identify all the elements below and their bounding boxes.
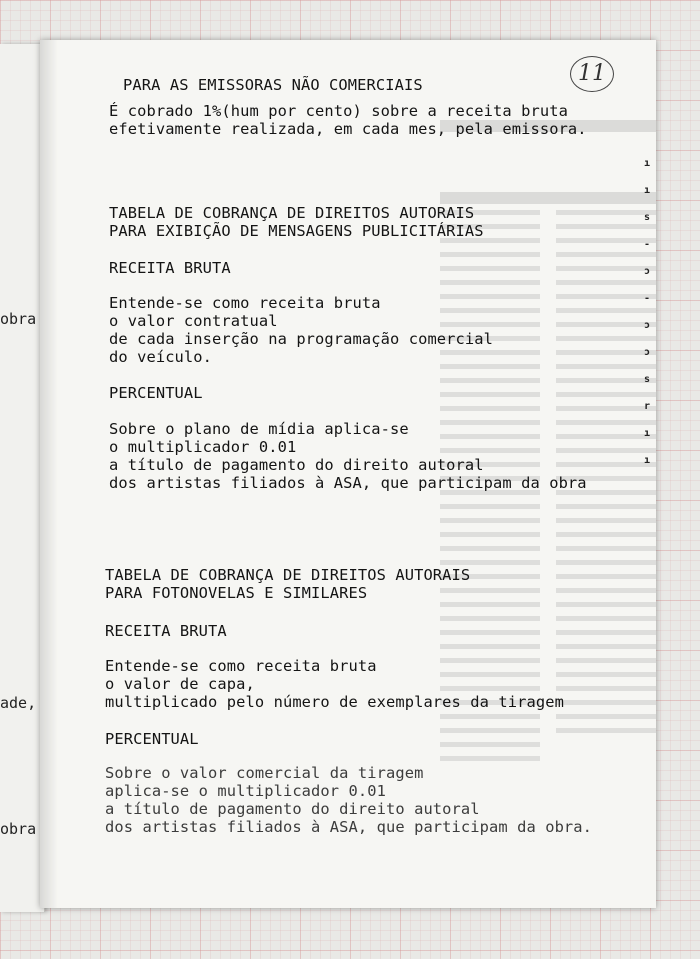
edge-mark: ı bbox=[644, 455, 651, 466]
body-line: efetivamente realizada, em cada mes, pela emissora. bbox=[109, 120, 587, 138]
edge-mark: ɔ bbox=[644, 266, 651, 277]
body-line: de cada inserção na programação comercial bbox=[109, 330, 494, 348]
document-page bbox=[40, 40, 656, 908]
edge-mark: s bbox=[644, 212, 651, 223]
body-line: dos artistas filiados à ASA, que participam da obra bbox=[109, 474, 587, 492]
body-line: Sobre o valor comercial da tiragem bbox=[105, 764, 424, 782]
section-heading-nao-comerciais: PARA AS EMISSORAS NÃO COMERCIAIS bbox=[123, 76, 423, 94]
body-line: Sobre o plano de mídia aplica-se bbox=[109, 420, 409, 438]
body-line: o valor de capa, bbox=[105, 675, 255, 693]
body-line: a título de pagamento do direito autoral bbox=[105, 800, 480, 818]
edge-mark: ı bbox=[644, 185, 651, 196]
right-edge-marks bbox=[644, 150, 658, 580]
edge-mark: - bbox=[644, 239, 651, 250]
edge-mark: ı bbox=[644, 428, 651, 439]
back-page-fragment: ade, bbox=[0, 694, 37, 712]
table-title-line: TABELA DE COBRANÇA DE DIREITOS AUTORAIS bbox=[109, 204, 475, 222]
table-title-line: TABELA DE COBRANÇA DE DIREITOS AUTORAIS bbox=[105, 566, 471, 584]
body-line: Entende-se como receita bruta bbox=[109, 294, 381, 312]
receita-bruta-heading: RECEITA BRUTA bbox=[105, 622, 227, 640]
body-line: dos artistas filiados à ASA, que participam da obra. bbox=[105, 818, 593, 836]
percentual-heading: PERCENTUAL bbox=[109, 384, 203, 402]
edge-mark: s bbox=[644, 374, 651, 385]
table-title-line: PARA EXIBIÇÃO DE MENSAGENS PUBLICITÁRIAS bbox=[109, 222, 484, 240]
edge-mark: ɔ bbox=[644, 320, 651, 331]
percentual-heading: PERCENTUAL bbox=[105, 730, 199, 748]
receita-bruta-heading: RECEITA BRUTA bbox=[109, 259, 231, 277]
back-page-fragment: obra bbox=[0, 820, 37, 838]
body-line: aplica-se o multiplicador 0.01 bbox=[105, 782, 386, 800]
body-line: Entende-se como receita bruta bbox=[105, 657, 377, 675]
edge-mark: ɔ bbox=[644, 347, 651, 358]
edge-mark: ı bbox=[644, 158, 651, 169]
body-line: a título de pagamento do direito autoral bbox=[109, 456, 484, 474]
body-line: É cobrado 1%(hum por cento) sobre a receita bruta bbox=[109, 102, 568, 120]
body-line: multiplicado pelo número de exemplares da tiragem bbox=[105, 693, 564, 711]
handwritten-page-number: 11 bbox=[570, 56, 614, 92]
table-title-line: PARA FOTONOVELAS E SIMILARES bbox=[105, 584, 368, 602]
underlying-back-page bbox=[0, 44, 45, 912]
edge-mark: r bbox=[644, 401, 651, 412]
body-line: o valor contratual bbox=[109, 312, 278, 330]
edge-mark: - bbox=[644, 293, 651, 304]
body-line: do veículo. bbox=[109, 348, 213, 366]
body-line: o multiplicador 0.01 bbox=[109, 438, 297, 456]
back-page-fragment: obra bbox=[0, 310, 37, 328]
